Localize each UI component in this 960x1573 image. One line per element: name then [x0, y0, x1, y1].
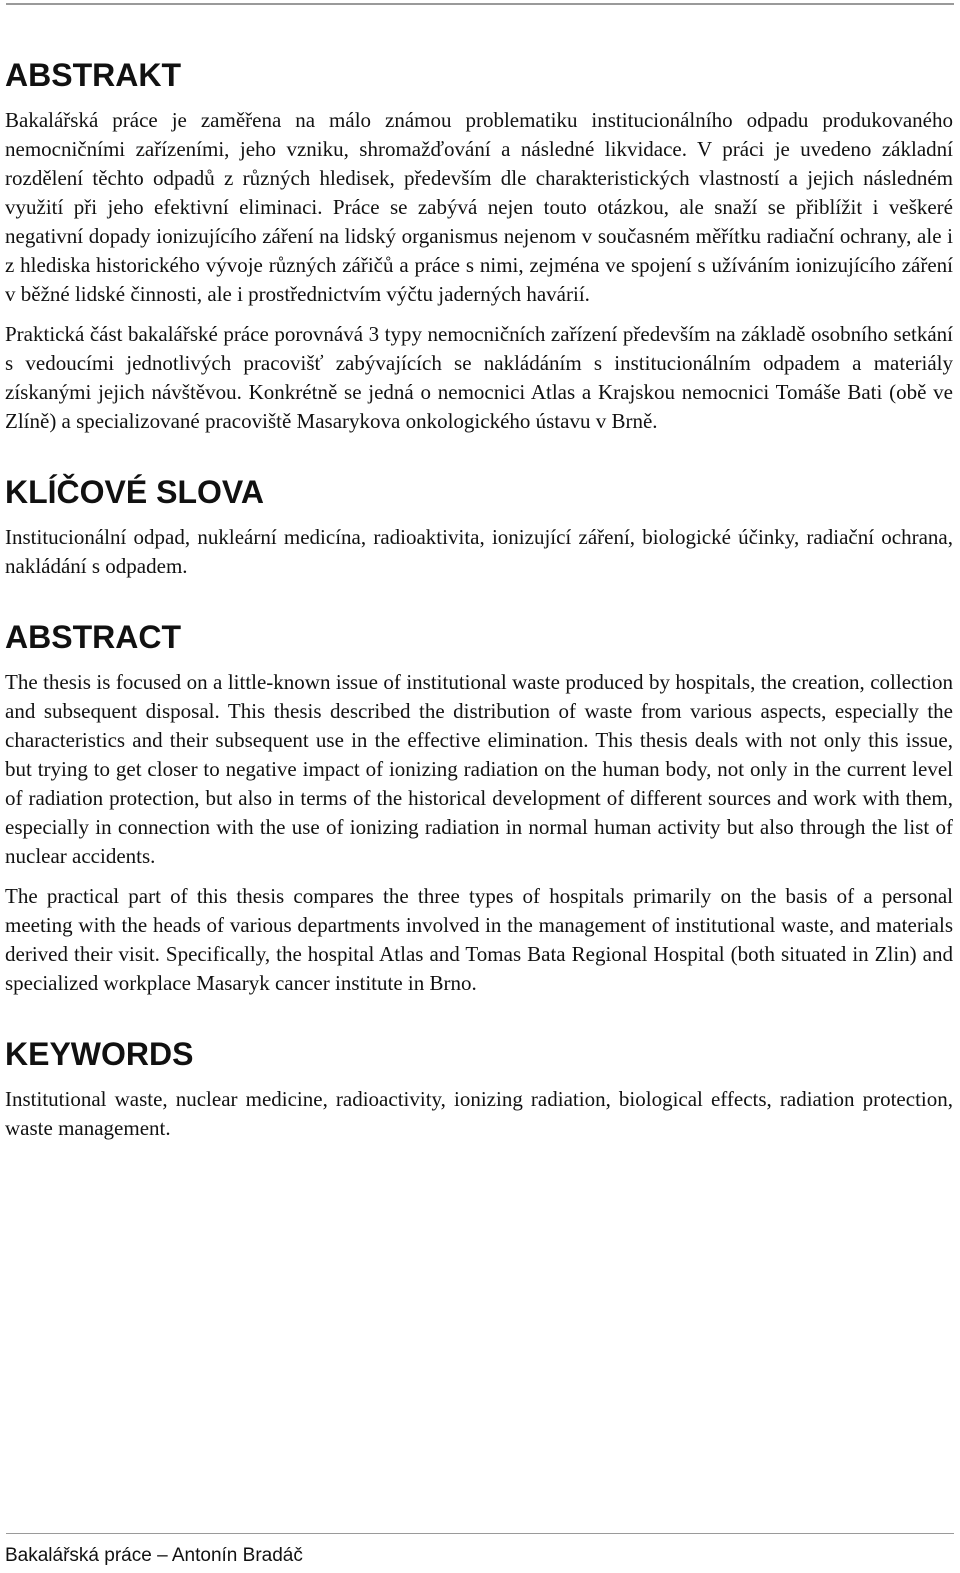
section-spacer: [5, 592, 953, 618]
page-content: [5, 56, 953, 1154]
top-rule: [6, 3, 954, 5]
keywords-text: Institutional waste, nuclear medicine, radioactivity, ionizing radiation, biological effects, radiation protection, waste management.: [5, 1087, 953, 1140]
abstract-paragraph-2: The practical part of this thesis compares the three types of hospitals primarily on the basis of a personal meeting with the heads of various departments involved in the management of institutional waste, and materials derived their visit. Specifically, the hospital Atlas and Tomas Bata Regional Hospital (both situated in Zlin) and specialized workplace Masaryk cancer institute in Brno.: [5, 884, 953, 995]
section-spacer: [5, 1009, 953, 1035]
abstrakt-section: [5, 56, 953, 436]
keywords-section: [5, 1035, 953, 1143]
klicova-slova-section: [5, 473, 953, 581]
abstrakt-paragraph-1: Bakalářská práce je zaměřena na málo známou problematiku institucionálního odpadu produkovaného nemocničními zařízeními, jeho vzniku, shromažďování a následné likvidace. V práci je uvedeno základní rozdělení těchto odpadů z různých hledisek, především dle charakteristických vlastností a jejich následném využití při jeho efektivní eliminaci. Práce se zabývá nejen touto otázkou, ale snaží se přiblížit i veškeré negativní dopady ionizujícího záření na lidský organismus nejenom v současném měřítku radiační ochrany, ale i z hlediska historického vývoje různých zářičů a práce s nimi, zejména ve spojení s užíváním ionizujícího záření v běžné lidské činnosti, ale i prostřednictvím výčtu jaderných havárií.: [5, 108, 953, 306]
keywords-heading: KEYWORDS: [5, 1036, 194, 1072]
footer-rule: [6, 1533, 954, 1534]
abstrakt-heading: ABSTRAKT: [5, 57, 181, 93]
abstract-paragraph-1: The thesis is focused on a little-known issue of institutional waste produced by hospitals, the creation, collection and subsequent disposal. This thesis described the distribution of waste from various aspects, especially the characteristics and their subsequent use in the effective elimination. This thesis deals with not only this issue, but trying to get closer to negative impact of ionizing radiation on the human body, not only in the current level of radiation protection, but also in terms of the historical development of different sources and work with them, especially in connection with the use of ionizing radiation in normal human activity but also through the list of nuclear accidents.: [5, 670, 953, 868]
abstract-heading: ABSTRACT: [5, 619, 181, 655]
abstract-section: [5, 618, 953, 998]
klicova-slova-text: Institucionální odpad, nukleární medicína, radioaktivita, ionizující záření, biologické účinky, radiační ochrana, nakládání s odpadem.: [5, 525, 953, 578]
klicova-slova-heading: KLÍČOVÉ SLOVA: [5, 474, 264, 510]
section-spacer: [5, 447, 953, 473]
page-footer: Bakalářská práce – Antonín Bradáč: [5, 1545, 303, 1566]
abstrakt-paragraph-2: Praktická část bakalářské práce porovnává 3 typy nemocničních zařízení především na základě osobního setkání s vedoucími jednotlivých pracovišť zabývajících se nakládáním s institucionálním odpadem a materiály získanými jejich návštěvou. Konkrétně se jedná o nemocnici Atlas a Krajskou nemocnici Tomáše Bati (obě ve Zlíně) a specializované pracoviště Masarykova onkologického ústavu v Brně.: [5, 322, 953, 433]
